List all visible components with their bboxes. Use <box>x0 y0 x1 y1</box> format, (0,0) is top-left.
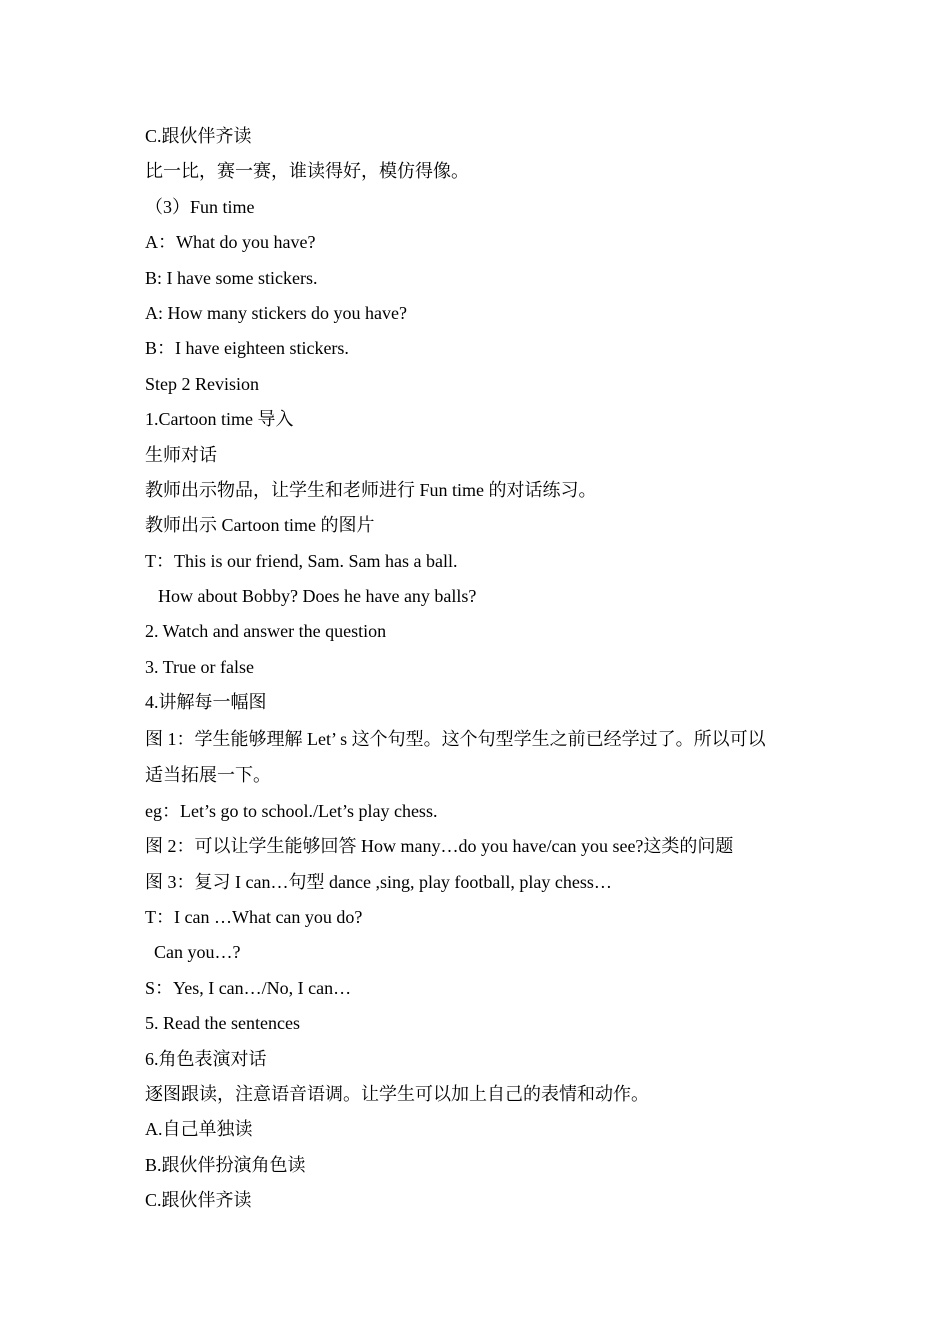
text-line: 逐图跟读，注意语音语调。让学生可以加上自己的表情和动作。 <box>145 1083 649 1104</box>
text-line: B: I have some stickers. <box>145 267 318 288</box>
text-line: T：I can …What can you do? <box>145 907 363 927</box>
text-line: C.跟伙伴齐读 <box>145 1190 252 1211</box>
text-line: 6.角色表演对话 <box>145 1048 267 1069</box>
text-line: 图 2：可以让学生能够回答 How many…do you have/can you see?这类的问题 <box>145 836 734 857</box>
text-line: T：This is our friend, Sam. Sam has a ball. <box>145 550 458 571</box>
text-line: A.自己单独读 <box>145 1119 253 1140</box>
text-line: eg：Let’s go to school./Let’s play chess. <box>145 800 438 821</box>
section-heading: Step 2 Revision <box>145 373 260 394</box>
text-line: How about Bobby? Does he have any balls? <box>158 586 477 607</box>
text-line: 3. True or false <box>145 656 254 677</box>
text-line: 比一比，赛一赛，谁读得好，模仿得像。 <box>145 161 469 182</box>
text-line: 2. Watch and answer the question <box>145 621 387 642</box>
text-line: B.跟伙伴扮演角色读 <box>145 1154 306 1175</box>
text-line: 教师出示物品，让学生和老师进行 Fun time 的对话练习。 <box>145 479 597 500</box>
text-line: 5. Read the sentences <box>145 1013 300 1034</box>
text-line: 适当拓展一下。 <box>145 765 271 786</box>
document-body <box>145 119 825 1219</box>
text-line: Can you…? <box>154 942 241 963</box>
text-line: 4.讲解每一幅图 <box>145 692 267 713</box>
text-line: C.跟伙伴齐读 <box>145 126 252 146</box>
text-line: 1.Cartoon time 导入 <box>145 409 294 430</box>
text-line: 图 3：复习 I can…句型 dance ,sing, play football, play chess… <box>145 871 612 892</box>
text-line: A: How many stickers do you have? <box>145 302 407 323</box>
text-line: S：Yes, I can…/No, I can… <box>145 977 352 998</box>
text-line: （3）Fun time <box>145 196 255 217</box>
text-line: B：I have eighteen stickers. <box>145 338 349 359</box>
text-line: A：What do you have? <box>145 232 316 253</box>
text-line: 教师出示 Cartoon time 的图片 <box>145 515 375 536</box>
text-line: 生师对话 <box>145 444 217 465</box>
text-line: 图 1：学生能够理解 Let’ s 这个句型。这个句型学生之前已经学过了。所以可以 <box>145 728 766 749</box>
